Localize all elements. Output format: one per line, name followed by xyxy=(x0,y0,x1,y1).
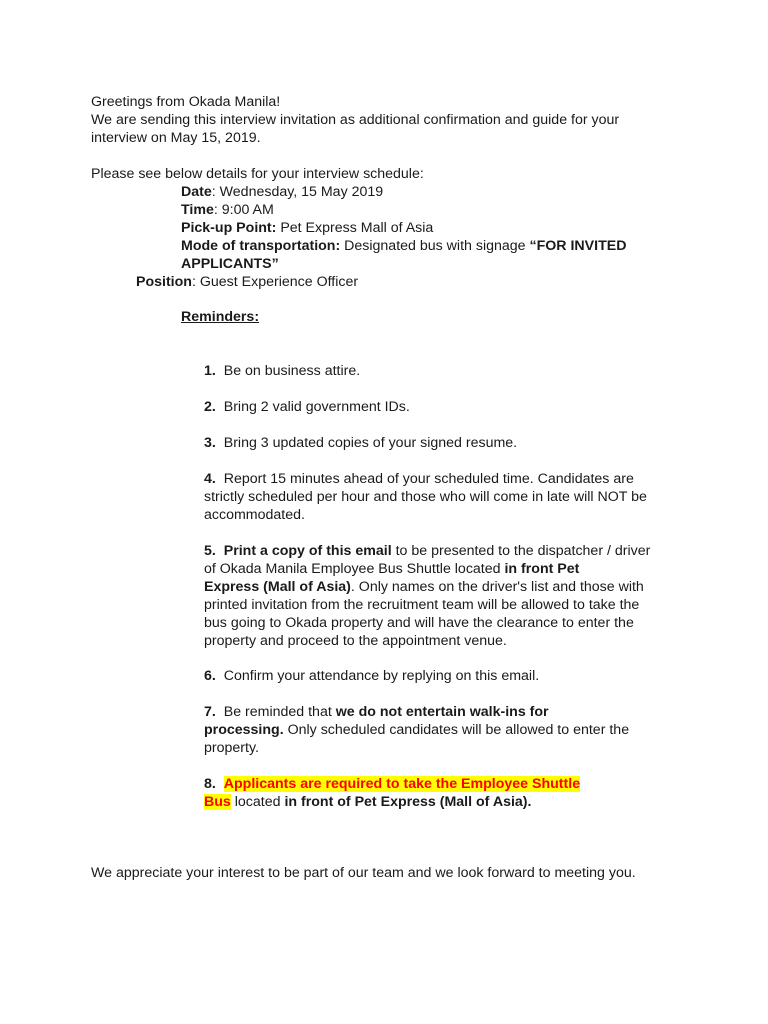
reminder-item-4-line-1 xyxy=(204,470,634,488)
transport-row-cont xyxy=(181,255,279,273)
reminder-text: property and proceed to the appointment venue. xyxy=(204,633,507,649)
reminder-text: property. xyxy=(204,740,259,756)
reminder-number: 6. xyxy=(204,668,216,684)
reminder-bold-text: Print a copy of this email xyxy=(223,543,392,559)
intro-line-2 xyxy=(91,129,261,147)
reminder-item-5-line-1 xyxy=(204,542,650,560)
reminder-item-7-line-3 xyxy=(204,739,259,757)
reminder-item-7-line-2 xyxy=(204,721,629,739)
highlighted-reminder-text: Applicants are required to take the Employee Shuttle xyxy=(223,776,581,792)
reminder-item-5-line-6 xyxy=(204,632,507,650)
transport-label: Mode of transportation: xyxy=(181,238,341,254)
reminder-item-1 xyxy=(204,362,360,380)
closing-text: We appreciate your interest to be part of our team and we look forward to meeting you. xyxy=(91,865,636,881)
intro-text-1: We are sending this interview invitation as additional confirmation and guide for your xyxy=(91,112,620,128)
reminder-text: Be on business attire. xyxy=(223,363,361,379)
reminder-text: Bring 3 updated copies of your signed resume. xyxy=(223,435,518,451)
reminder-text: of Okada Manila Employee Bus Shuttle located xyxy=(204,561,505,577)
time-row xyxy=(181,201,274,219)
reminder-number: 3. xyxy=(204,435,216,451)
greeting-text: Greetings from Okada Manila! xyxy=(91,94,281,110)
reminder-item-5-line-3 xyxy=(204,578,644,596)
reminder-item-2 xyxy=(204,398,410,416)
reminder-number: 7. xyxy=(204,704,216,720)
transport-quote-1: “FOR INVITED xyxy=(529,238,627,254)
reminder-text: accommodated. xyxy=(204,507,305,523)
schedule-heading xyxy=(91,165,424,183)
transport-row xyxy=(181,237,626,255)
date-label: Date xyxy=(181,184,212,200)
reminder-item-6 xyxy=(204,667,539,685)
intro-line-1 xyxy=(91,111,619,129)
reminder-number: 5. xyxy=(204,543,216,559)
reminder-text: strictly scheduled per hour and those who will come in late will NOT be xyxy=(204,489,647,505)
reminder-text: bus going to Okada property and will have the clearance to enter the xyxy=(204,615,634,631)
reminder-number: 1. xyxy=(204,363,216,379)
reminder-number: 8. xyxy=(204,776,216,792)
greeting-line xyxy=(91,93,280,111)
highlighted-reminder-text: Bus xyxy=(204,794,231,810)
transport-value: Designated bus with signage xyxy=(340,238,530,254)
schedule-heading-text: Please see below details for your interview schedule: xyxy=(91,166,424,182)
reminder-item-4-line-2 xyxy=(204,488,647,506)
reminder-text: Bring 2 valid government IDs. xyxy=(223,399,410,415)
pickup-value: Pet Express Mall of Asia xyxy=(276,220,434,236)
closing-line xyxy=(91,864,636,882)
reminder-text: Report 15 minutes ahead of your scheduled time. Candidates are xyxy=(223,471,634,487)
reminder-text: Confirm your attendance by replying on this email. xyxy=(223,668,540,684)
reminder-number: 4. xyxy=(204,471,216,487)
reminder-item-3 xyxy=(204,434,517,452)
reminder-text: Only scheduled candidates will be allowed to enter the xyxy=(283,722,630,738)
reminder-bold-text: we do not entertain walk-ins for xyxy=(335,704,549,720)
position-value: : Guest Experience Officer xyxy=(191,274,359,290)
reminder-item-5-line-2 xyxy=(204,560,579,578)
reminder-item-7-line-1 xyxy=(204,703,549,721)
reminder-item-5-line-4 xyxy=(204,596,639,614)
position-row xyxy=(136,273,358,291)
time-label: Time xyxy=(181,202,214,218)
reminder-text: to be presented to the dispatcher / driver xyxy=(391,543,651,559)
reminders-title-text: Reminders: xyxy=(181,309,260,325)
reminder-text: printed invitation from the recruitment team will be allowed to take the xyxy=(204,597,640,613)
reminder-item-8-line-2 xyxy=(204,793,531,811)
reminder-bold-text: in front Pet xyxy=(504,561,580,577)
intro-text-2: interview on May 15, 2019. xyxy=(91,130,261,146)
reminder-item-8-line-1 xyxy=(204,775,580,793)
reminder-item-5-line-5 xyxy=(204,614,634,632)
date-row xyxy=(181,183,383,201)
reminder-bold-text: in front of Pet Express (Mall of Asia). xyxy=(284,794,532,810)
reminder-bold-text: Express (Mall of Asia) xyxy=(204,579,351,595)
reminder-text: located xyxy=(230,794,285,810)
reminder-text: Be reminded that xyxy=(223,704,336,720)
reminder-bold-text: processing. xyxy=(204,722,284,738)
pickup-row xyxy=(181,219,433,237)
reminder-number: 2. xyxy=(204,399,216,415)
position-label: Position xyxy=(136,274,192,290)
reminder-text: . Only names on the driver's list and those with xyxy=(350,579,644,595)
pickup-label: Pick-up Point: xyxy=(181,220,277,236)
reminders-title xyxy=(181,308,259,326)
reminder-item-4-line-3 xyxy=(204,506,305,524)
transport-quote-2: APPLICANTS” xyxy=(181,256,279,272)
time-value: : 9:00 AM xyxy=(213,202,274,218)
date-value: : Wednesday, 15 May 2019 xyxy=(211,184,384,200)
